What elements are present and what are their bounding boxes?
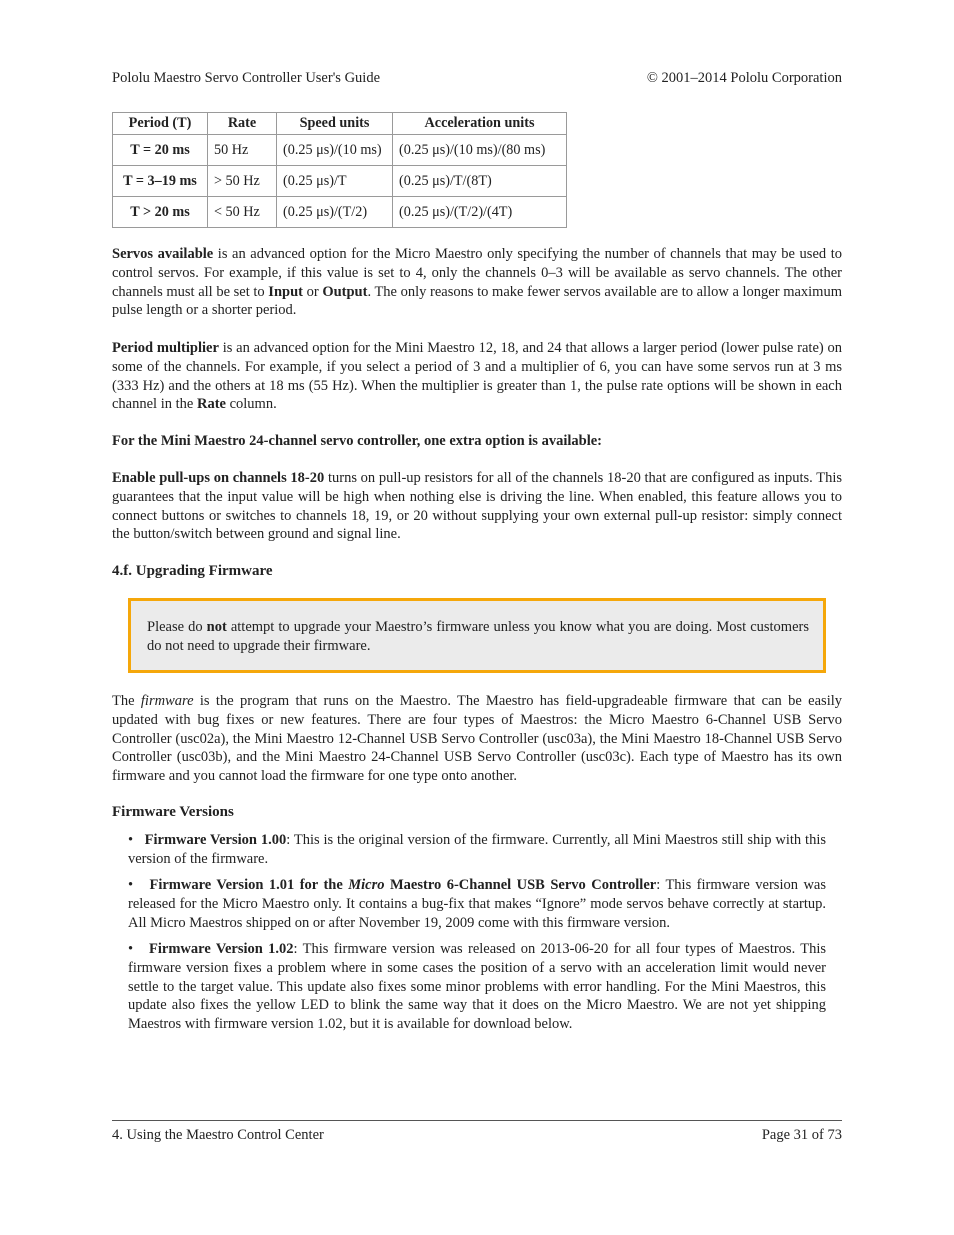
warning-note-text: Please do not attempt to upgrade your Maestro’s firmware unless you know what you are doing. Most customers do not need to upgrade their firmware. — [147, 619, 809, 654]
footer-chapter: 4. Using the Maestro Control Center — [112, 1127, 324, 1143]
bullet-marker: • — [128, 877, 134, 893]
bullet-marker: • — [128, 941, 134, 957]
page-number: Page 31 of 73 — [761, 1127, 842, 1143]
table-cell: < 50 Hz — [208, 197, 277, 228]
warning-note — [128, 598, 826, 673]
table-row — [113, 166, 567, 197]
firmware-intro-paragraph: The firmware is the program that runs on the Maestro. The Maestro has field-upgradeable firmware that can be easily updated with bug fixes or new features. There are four types of Maestros: the Micro Maestro 6-Channel USB Servo Controller (usc02a), the Mini Maestro 12-Channel USB Servo Controller (usc03a), the Mini Maestro 18-Channel USB Servo Controller (usc03b), and the Mini Maestro 24-Channel USB Servo Controller (usc03c). Each type of Maestro has its own firmware and you cannot load the firmware for one type onto another. — [112, 693, 842, 785]
table-cell: > 50 Hz — [208, 166, 277, 197]
list-item: • Firmware Version 1.00: This is the original version of the firmware. Currently, all Mini Maestros still ship with this version of the firmware. — [128, 832, 826, 867]
table-cell: (0.25 μs)/(T/2) — [277, 197, 393, 228]
table-cell: T > 20 ms — [113, 197, 208, 228]
footer-divider — [112, 1120, 842, 1121]
table-cell: (0.25 μs)/T/(8T) — [393, 166, 567, 197]
table-cell: T = 3–19 ms — [113, 166, 208, 197]
table-header-row — [113, 113, 567, 135]
column-header-period: Period (T) — [113, 113, 208, 135]
table-cell: (0.25 μs)/(10 ms) — [277, 135, 393, 166]
list-item: • Firmware Version 1.02: This firmware version was released on 2013-06-20 for all four types of Maestros. This firmware version fixes a problem where in some cases the position of a servo with an acceleration limit would never settle to the target value. This update also fixes some minor problems with error handling. For the Mini Maestros, this update also fixes the yellow LED to blink the same way that it does on the Micro Maestro. We are not yet shipping Maestros with firmware version 1.02, but it is available for download below. — [128, 941, 827, 1033]
column-header-acceleration-units: Acceleration units — [393, 113, 567, 135]
pullups-term: Enable pull-ups on channels 18-20 — [112, 470, 325, 486]
bullet-marker: • — [128, 832, 134, 848]
column-header-speed-units: Speed units — [277, 113, 393, 135]
firmware-versions-title: Firmware Versions — [112, 804, 234, 820]
page-footer — [112, 1127, 842, 1144]
period-units-table — [112, 112, 567, 228]
period-multiplier-paragraph: Period multiplier is an advanced option for the Mini Maestro 12, 18, and 24 that allows a larger period (lower pulse rate) on some of the channels. For example, if you select a period of 3 and a multiplier of 6, you can have some servos run at 3 ms (333 Hz) and the others at 18 ms (55 Hz). When the multiplier is greater than 1, the pulse rate options will be shown in each channel in the Rate column. — [112, 340, 843, 413]
column-header-rate: Rate — [208, 113, 277, 135]
page-header — [112, 70, 842, 87]
rate-term: Rate — [196, 396, 226, 413]
table-cell: (0.25 μs)/T — [277, 166, 393, 197]
servos-available-term: Servos available — [112, 246, 214, 262]
table-row — [113, 135, 567, 166]
servos-available-paragraph: Servos available is an advanced option for the Micro Maestro only specifying the number of channels that may be used to control servos. For example, if this value is set to 4, only the channels 0–3 will be available as servo channels. The other channels must all be set to Input or Output. The only reasons to make fewer servos available are to allow a longer maximum pulse length or a shorter period. — [112, 246, 842, 319]
firmware-term: firmware — [140, 693, 194, 709]
pullups-paragraph: Enable pull-ups on channels 18-20 turns on pull-up resistors for all of the channels 18-20 that are configured as inputs. This guarantees that the input value will be high when nothing else is driving the line. When enabled, this feature allows you to connect buttons or switches to channels 18, 19, or 20 without supplying your own external pull-up resistor: simply connect the button/switch between ground and signal line. — [112, 470, 842, 543]
header-title: Pololu Maestro Servo Controller User's Guide — [112, 70, 381, 86]
table-cell: (0.25 μs)/(10 ms)/(80 ms) — [393, 135, 567, 166]
table-cell: T = 20 ms — [113, 135, 208, 166]
period-multiplier-term: Period multiplier — [112, 340, 219, 356]
table-cell: (0.25 μs)/(T/2)/(4T) — [393, 197, 567, 228]
input-term: Input — [268, 283, 303, 300]
table-cell: 50 Hz — [208, 135, 277, 166]
header-copyright: © 2001–2014 Pololu Corporation — [646, 70, 842, 86]
section-title: 4.f. Upgrading Firmware — [112, 563, 273, 579]
list-item: • Firmware Version 1.01 for the Micro Maestro 6-Channel USB Servo Controller: This firmware version was released for the Micro Maestro only. It contains a bug-fix that makes “Ignore” mode servos behave correctly at startup. All Micro Maestros shipped on or after November 19, 2009 come with this firmware version. — [128, 877, 826, 931]
extra-option-heading: For the Mini Maestro 24-channel servo controller, one extra option is available: — [112, 433, 602, 449]
table-row — [113, 197, 567, 228]
output-term: Output — [322, 283, 368, 300]
